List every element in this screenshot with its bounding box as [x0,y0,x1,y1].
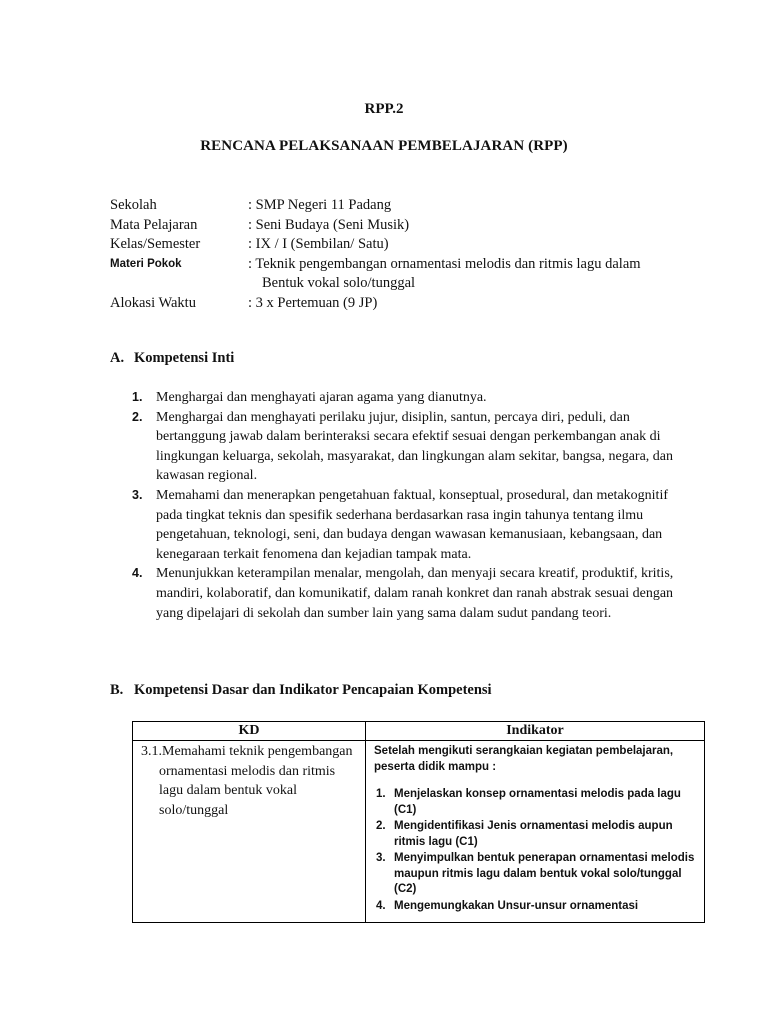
info-value: : SMP Negeri 11 Padang [248,197,392,213]
table-header-kd: KD [133,722,366,741]
list-text: Menyimpulkan bentuk penerapan ornamentasi melodis maupun ritmis lagu dalam bentuk vokal solo/tunggal (C2) [394,852,695,895]
list-number: 3. [132,487,143,502]
list-number: 4. [376,899,386,912]
section-letter: A. [110,350,125,366]
info-label: Alokasi Waktu [110,294,196,311]
list-number: 3. [376,852,386,864]
info-value: : Teknik pengembangan ornamentasi melodis dan ritmis lagu dalam [248,255,641,272]
section-heading-core-competence [110,350,234,367]
list-number: 2. [376,820,386,832]
document-title: RENCANA PELAKSANAAN PEMBELAJARAN (RPP) [200,138,568,154]
list-text: Memahami dan menerapkan pengetahuan faktual, konseptual, prosedural, dan metakognitif pada tingkat teknis dan spesifik sederhana berdasarkan rasa ingin tahunya tentang ilmu pengetahuan, teknologi, seni, dan budaya dengan wawasan kemanusiaan, kebangsaan, dan kenegaraan terkait fenomena dan kejadian tampak mata. [156,487,668,562]
indicator-cell [366,741,705,923]
info-label: Sekolah [110,197,157,213]
list-item [374,851,698,898]
info-value: : Seni Budaya (Seni Musik) [248,216,410,233]
list-number: 1. [376,788,386,800]
core-competence-list [132,388,692,623]
section-letter: B. [110,682,124,698]
table-row [133,741,705,923]
kd-text: 3.1.Memahami teknik pengembangan ornamentasi melodis dan ritmis lagu dalam bentuk vokal solo/tunggal [141,744,353,818]
list-number: 1. [132,390,143,404]
list-item [132,486,692,564]
kd-cell [133,741,366,923]
list-text: Menunjukkan keterampilan menalar, mengolah, dan menyaji secara kreatif, produktif, kritis, mandiri, kolaboratif, dan komunikatif, dalam ranah konkret dan ranah abstrak sesuai dengan yang dipelajari di sekolah dan sumber lain yang sama dalam sudut pandang teori. [156,566,674,621]
document-code: RPP.2 [364,101,404,117]
info-value: : 3 x Pertemuan (9 JP) [248,294,378,311]
list-item [132,408,692,486]
list-item [374,899,698,915]
list-item [132,388,692,408]
info-label: Mata Pelajaran [110,216,198,233]
list-item [374,819,698,850]
list-number: 2. [132,409,143,424]
info-value: : IX / I (Sembilan/ Satu) [248,236,389,252]
info-label: Kelas/Semester [110,236,201,252]
indicator-list [374,787,698,914]
competence-table [132,721,705,923]
table-header-indicator: Indikator [366,722,705,741]
list-number: 4. [132,566,143,581]
list-text: Menghargai dan menghayati perilaku jujur, disiplin, santun, percaya diri, peduli, dan bertanggung jawab dalam berinteraksi secara efektif sesuai dengan perkembangan anak di lingkungan keluarga, sekolah, masyarakat, dan lingkungan alam sekitar, bangsa, negara, dan kawasan regional. [156,409,674,484]
section-heading-basic-competence [110,682,492,699]
info-value-continued: Bentuk vokal solo/tunggal [262,275,416,291]
list-text: Mengidentifikasi Jenis ornamentasi melodis aupun ritmis lagu (C1) [394,820,673,848]
indicator-intro: Setelah mengikuti serangkaian kegiatan pembelajaran, peserta didik mampu : [374,745,674,773]
list-text: Menjelaskan konsep ornamentasi melodis pada lagu (C1) [394,788,681,816]
section-title: Kompetensi Dasar dan Indikator Pencapaian Kompetensi [134,682,492,698]
list-text: Menghargai dan menghayati ajaran agama yang dianutnya. [156,390,487,405]
list-item [132,564,692,623]
info-label: Materi Pokok [110,257,182,270]
table-header-row [133,722,705,741]
section-title: Kompetensi Inti [134,350,235,366]
list-item [374,787,698,818]
list-text: Mengemungkakan Unsur-unsur ornamentasi [394,899,639,912]
